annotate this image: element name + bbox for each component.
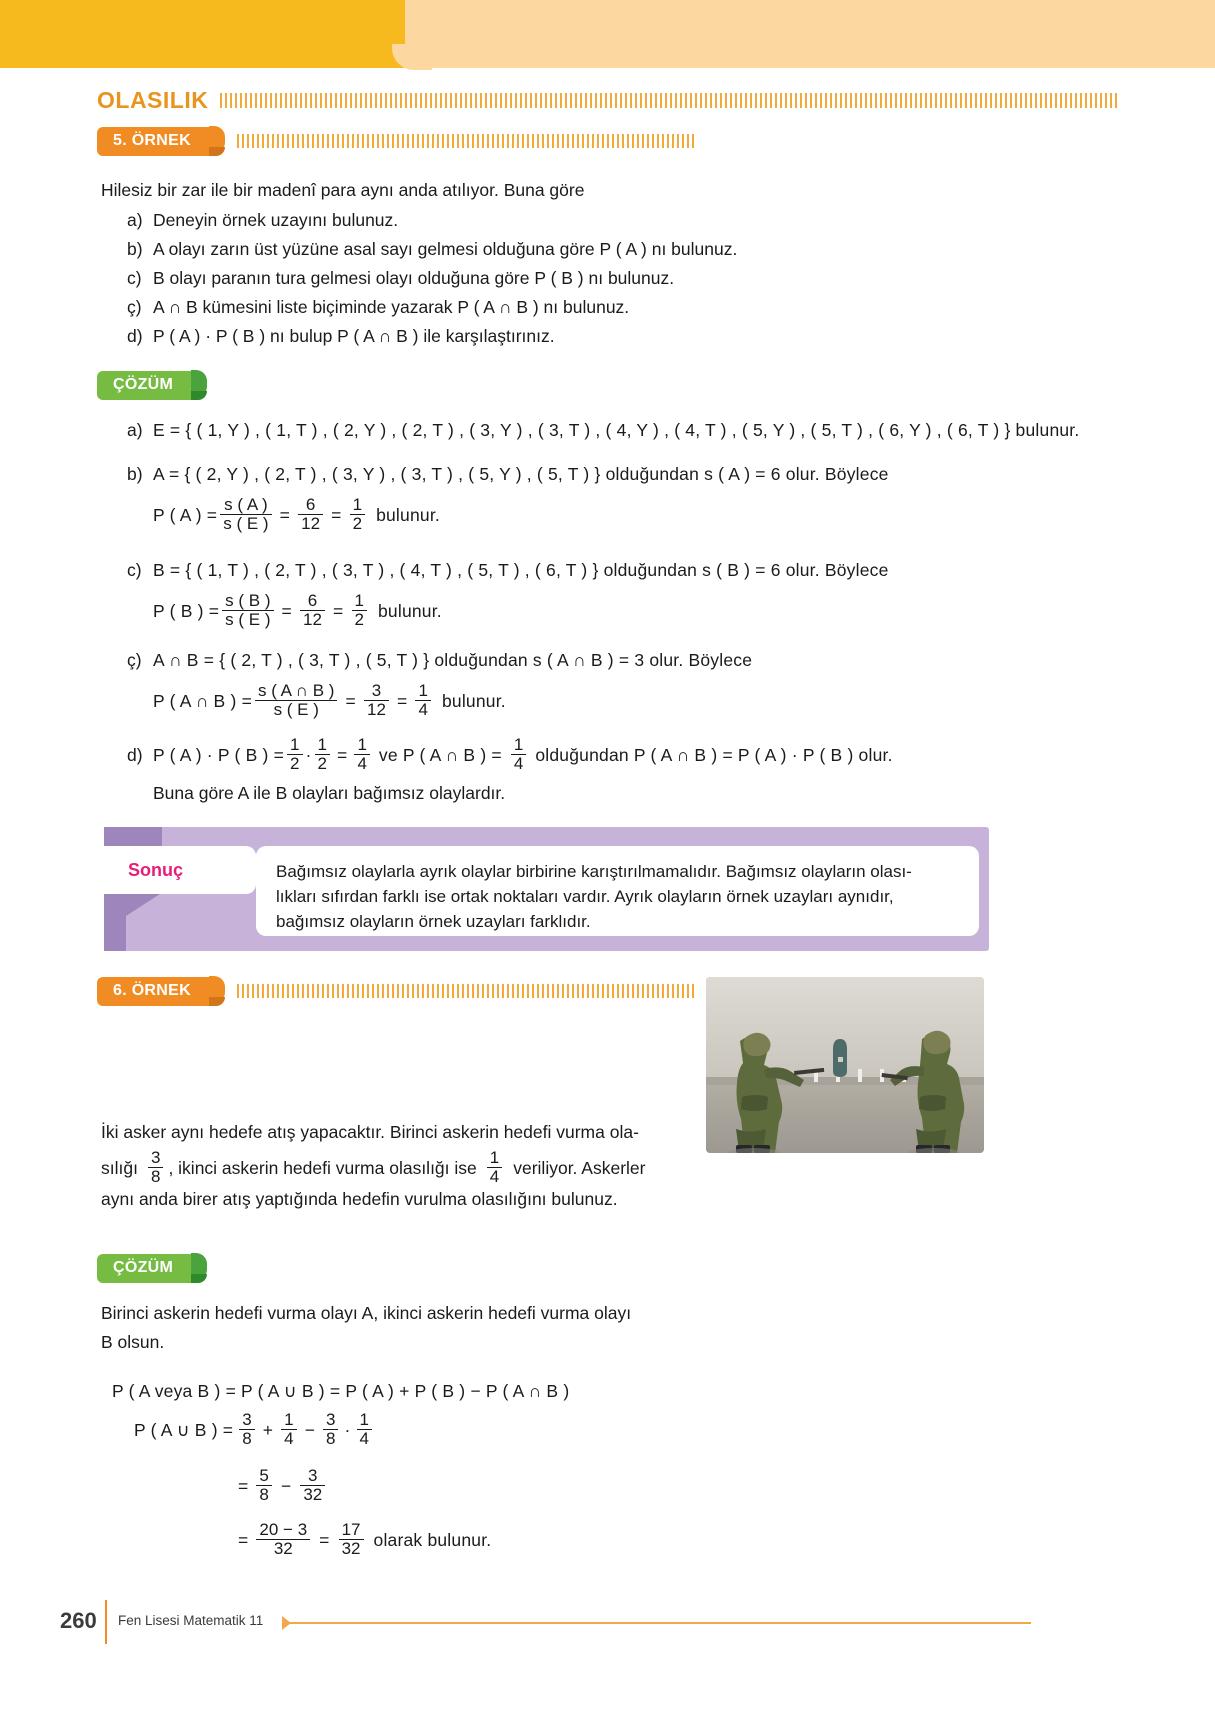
solution-c-tail: bulunur. <box>377 600 442 621</box>
example6-equation-3 <box>238 1468 328 1505</box>
example5-item-c-label: c) <box>127 268 142 288</box>
unit-title-row <box>97 86 1117 114</box>
solution-cc-tail: bulunur. <box>441 690 506 711</box>
fraction-1-4-b <box>354 736 369 773</box>
solution-b <box>127 461 889 488</box>
footer-book-label: Fen Lisesi Matematik 11 <box>118 1613 264 1628</box>
fraction-numerator: 1 <box>317 735 328 754</box>
page-number: 260 <box>60 1608 97 1633</box>
solution-c-formula-lhs: P ( B ) = <box>153 600 220 621</box>
solution-b-text: A = { ( 2, Y ) , ( 2, T ) , ( 3, Y ) , ( 3, T ) , ( 5, Y ) , ( 5, T ) } olduğundan s ( A ) = 6 olur. Böylece <box>153 464 889 484</box>
fraction-denominator: 12 <box>300 610 325 629</box>
example5-solution-tag: ÇÖZÜM <box>97 371 193 400</box>
fraction-numerator: 1 <box>354 591 364 610</box>
fraction-numerator: 1 <box>359 1410 369 1429</box>
solution-c-cedilla <box>127 647 752 674</box>
solution-cc-formula-lhs: P ( A ∩ B ) = <box>153 690 252 711</box>
fraction-numerator: 1 <box>418 681 428 700</box>
example6-tag: 6. ÖRNEK <box>97 977 211 1006</box>
fraction-denominator: s ( E ) <box>255 700 337 719</box>
example6-line-2 <box>101 1150 646 1187</box>
example6-solution-tag: ÇÖZÜM <box>97 1254 193 1283</box>
fraction-3-8-b <box>239 1411 254 1448</box>
fraction-numerator: s ( A ∩ B ) <box>258 681 335 700</box>
fraction-denominator: 32 <box>339 1539 364 1558</box>
example5-item-b-label: b) <box>127 239 143 259</box>
example5-item-cc-text: A ∩ B kümesini liste biçiminde yazarak P ( A ∩ B ) nı bulunuz. <box>153 297 630 317</box>
sonuc-label-tab <box>104 846 256 894</box>
fraction-denominator: s ( E ) <box>220 514 271 533</box>
example6-line-3: aynı anda birer atış yaptığında hedefin vurulma olasılığını bulunuz. <box>101 1189 618 1209</box>
fraction-1-4-f <box>357 1411 372 1448</box>
equals-6: = <box>391 690 413 711</box>
example6-line-1: İki asker aynı hedefe atış yapacaktır. Birinci askerin hedefi vurma ola- <box>101 1122 639 1142</box>
fraction-numerator: 1 <box>489 1148 500 1167</box>
example5-item-a-label: a) <box>127 210 143 230</box>
fraction-3-8-c <box>323 1411 338 1448</box>
sonuc-line-2: lıkları sıfırdan farklı ise ortak noktaları vardır. Ayrık olayların örnek uzayları aynıdır, <box>276 887 894 907</box>
sonuc-content-card <box>256 846 979 936</box>
fraction-20minus3-32 <box>256 1521 310 1558</box>
solution-cc-text: A ∩ B = { ( 2, T ) , ( 3, T ) , ( 5, T ) } olduğundan s ( A ∩ B ) = 3 olur. Böylece <box>153 650 753 670</box>
solution-d-label: d) <box>127 744 143 765</box>
example5-item-d-label: d) <box>127 326 143 346</box>
solution-a <box>127 417 1079 444</box>
fraction-denominator: 8 <box>148 1167 163 1186</box>
example5-item-c-cedilla <box>127 294 629 321</box>
fraction-denominator: 32 <box>256 1539 310 1558</box>
equation3-equals: = <box>238 1475 249 1496</box>
sonuc-accent-top <box>126 827 162 846</box>
minus-operator: − <box>304 1419 316 1440</box>
plus-operator: + <box>262 1419 274 1440</box>
example5-tag-row <box>97 126 1117 156</box>
fraction-denominator: 2 <box>287 754 302 773</box>
fraction-3-8 <box>148 1149 163 1186</box>
fraction-denominator: 4 <box>357 1429 372 1448</box>
solution-a-label: a) <box>127 420 143 440</box>
equals-2: = <box>326 504 347 525</box>
equation4-equals: = <box>238 1529 249 1550</box>
fraction-sA-sE <box>220 496 271 533</box>
solution-d-tail: olduğundan P ( A ∩ B ) = P ( A ) · P ( B ) olur. <box>535 744 893 765</box>
fraction-numerator: 6 <box>307 591 318 610</box>
equals-1: = <box>274 504 296 525</box>
fraction-denominator: 8 <box>239 1429 254 1448</box>
fraction-denominator: s ( E ) <box>222 610 273 629</box>
solution-c <box>127 557 889 584</box>
fraction-denominator: 2 <box>350 514 365 533</box>
example6-equation-1: P ( A veya B ) = P ( A ∪ B ) = P ( A ) + P ( B ) − P ( A ∩ B ) <box>112 1381 570 1401</box>
example5-item-d <box>127 323 555 350</box>
fraction-1-4-e <box>281 1411 296 1448</box>
fraction-6-12 <box>298 496 323 533</box>
fraction-denominator: 4 <box>281 1429 296 1448</box>
footer-rule <box>290 1622 1031 1624</box>
fraction-1-4-c <box>511 736 526 773</box>
fraction-6-12-b <box>300 592 325 629</box>
example5-dashed-rule <box>237 134 697 148</box>
fraction-numerator: 3 <box>308 1466 318 1485</box>
solution-c-text: B = { ( 1, T ) , ( 2, T ) , ( 3, T ) , ( 4, T ) , ( 5, T ) , ( 6, T ) } olduğundan s ( B ) = 6 olur. Böylece <box>153 560 889 580</box>
fraction-1-2 <box>350 496 365 533</box>
solution-d-mid: ve P ( A ∩ B ) = <box>378 744 502 765</box>
solution-cc-label: ç) <box>127 650 142 670</box>
example5-item-b-text: A olayı zarın üst yüzüne asal sayı gelmesi olduğuna göre P ( A ) nı bulunuz. <box>153 239 738 259</box>
fraction-denominator: 2 <box>352 610 367 629</box>
solution-b-tail: bulunur. <box>376 504 440 525</box>
example5-item-a-text: Deneyin örnek uzayını bulunuz. <box>153 210 399 230</box>
fraction-numerator: s ( A ) <box>224 495 268 514</box>
equation4-tail: olarak bulunur. <box>373 1529 492 1550</box>
unit-title: OLASILIK <box>97 86 209 113</box>
fraction-numerator: 5 <box>259 1466 269 1485</box>
shooting-range-photo <box>706 977 984 1153</box>
example6-equation-4 <box>238 1522 491 1559</box>
example6-tag-curl <box>209 976 225 1006</box>
solution-c-label: c) <box>127 560 142 580</box>
example5-item-d-text: P ( A ) · P ( B ) nı bulup P ( A ∩ B ) ile karşılaştırınız. <box>153 326 555 346</box>
sonuc-box <box>104 827 989 951</box>
fraction-numerator: 1 <box>290 735 300 754</box>
unit-title-dashed-rule <box>220 93 1117 108</box>
example5-item-a <box>127 207 398 234</box>
header-peach-block <box>405 0 1215 68</box>
solution-d <box>127 737 893 774</box>
fraction-5-8 <box>256 1467 271 1504</box>
solution-b-label: b) <box>127 464 143 484</box>
fraction-denominator: 8 <box>323 1429 338 1448</box>
example6-solution-tag-row <box>97 1253 207 1283</box>
example5-tag-curl <box>209 126 225 156</box>
example6-solution-tag-curl <box>191 1253 207 1283</box>
fraction-numerator: 20 − 3 <box>259 1520 308 1539</box>
solution-cc-formula <box>153 683 506 720</box>
fraction-numerator: 1 <box>352 495 363 514</box>
example6-line2-a: sılığı <box>101 1157 138 1178</box>
fraction-denominator: 8 <box>256 1485 271 1504</box>
fraction-denominator: 4 <box>511 754 526 773</box>
example6-solution-line-2: B olsun. <box>101 1332 165 1352</box>
fraction-sB-sE <box>222 592 273 629</box>
equation4-equals-2: = <box>319 1529 330 1550</box>
fraction-numerator: 1 <box>284 1410 294 1429</box>
multiply-dot-1: · <box>305 744 312 765</box>
photo-illustration <box>706 977 984 1153</box>
example5-item-cc-label: ç) <box>127 297 142 317</box>
solution-a-text: E = { ( 1, Y ) , ( 1, T ) , ( 2, Y ) , ( 2, T ) , ( 3, Y ) , ( 3, T ) , ( 4, Y ) , ( 4, T ) , ( 5, Y ) , ( 5, T ) , ( 6, Y ) , ( 6, T ) } bulunur. <box>153 420 1080 440</box>
fraction-1-4 <box>415 682 430 719</box>
example6-solution-line-1: Birinci askerin hedefi vurma olayı A, ikinci askerin hedefi vurma olayı <box>101 1303 632 1323</box>
equals-7: = <box>337 744 348 765</box>
example5-intro: Hilesiz bir zar ile bir madenî para aynı anda atılıyor. Buna göre <box>101 180 585 200</box>
example5-item-b <box>127 236 737 263</box>
sonuc-line-3: bağımsız olayların örnek uzayları farklıdır. <box>276 912 591 932</box>
equals-5: = <box>340 690 362 711</box>
footer-separator <box>105 1600 107 1644</box>
fraction-denominator: 12 <box>364 700 389 719</box>
equals-3: = <box>276 600 298 621</box>
example5-solution-tag-curl <box>191 370 207 400</box>
fraction-1-4-d <box>487 1149 502 1186</box>
sonuc-line-1: Bağımsız olaylarla ayrık olaylar birbirine karıştırılmamalıdır. Bağımsız olayların olası- <box>276 862 912 881</box>
equation3-minus: − <box>280 1475 292 1496</box>
fraction-denominator: 4 <box>354 754 369 773</box>
fraction-1-2-b <box>352 592 367 629</box>
solution-c-formula <box>153 593 442 630</box>
example6-line2-c: veriliyor. Askerler <box>513 1157 646 1178</box>
page-footer <box>60 1604 1155 1644</box>
example6-line2-b: , ikinci askerin hedefi vurma olasılığı ise <box>168 1157 477 1178</box>
example5-item-c-text: B olayı paranın tura gelmesi olayı olduğuna göre P ( B ) nı bulunuz. <box>153 268 675 288</box>
fraction-3-12 <box>364 682 389 719</box>
fraction-numerator: s ( B ) <box>225 591 271 610</box>
fraction-17-32 <box>339 1521 364 1558</box>
fraction-denominator: 12 <box>298 514 323 533</box>
solution-closing: Buna göre A ile B olayları bağımsız olaylardır. <box>153 783 506 803</box>
solution-d-lhs: P ( A ) · P ( B ) = <box>153 744 285 765</box>
fraction-denominator: 4 <box>415 700 430 719</box>
fraction-1-2-d <box>315 736 330 773</box>
fraction-numerator: 3 <box>150 1148 161 1167</box>
example6-tag-row <box>97 976 697 1006</box>
fraction-denominator: 4 <box>487 1167 502 1186</box>
example6-equation-2 <box>134 1412 375 1449</box>
fraction-numerator: 3 <box>326 1410 336 1429</box>
fraction-numerator: 3 <box>371 681 382 700</box>
multiply-dot-2: · <box>344 1419 351 1440</box>
fraction-numerator: 1 <box>357 735 367 754</box>
fraction-numerator: 6 <box>305 495 316 514</box>
example6-dashed-rule <box>237 984 697 998</box>
sonuc-label: Sonuç <box>128 859 184 880</box>
fraction-3-32 <box>300 1467 325 1504</box>
example5-solution-tag-row <box>97 370 207 400</box>
fraction-numerator: 17 <box>341 1520 361 1539</box>
fraction-denominator: 32 <box>300 1485 325 1504</box>
solution-b-formula <box>153 497 440 534</box>
fraction-numerator: 1 <box>513 735 524 754</box>
equals-4: = <box>327 600 349 621</box>
example5-item-c <box>127 265 674 292</box>
fraction-numerator: 3 <box>242 1410 252 1429</box>
fraction-1-2-c <box>287 736 302 773</box>
equation2-lhs: P ( A ∪ B ) = <box>134 1419 234 1440</box>
header-yellow-block <box>0 0 405 68</box>
fraction-sAB-sE <box>255 682 337 719</box>
solution-b-formula-lhs: P ( A ) = <box>153 504 218 525</box>
fraction-denominator: 2 <box>315 754 330 773</box>
example5-tag: 5. ÖRNEK <box>97 127 211 156</box>
